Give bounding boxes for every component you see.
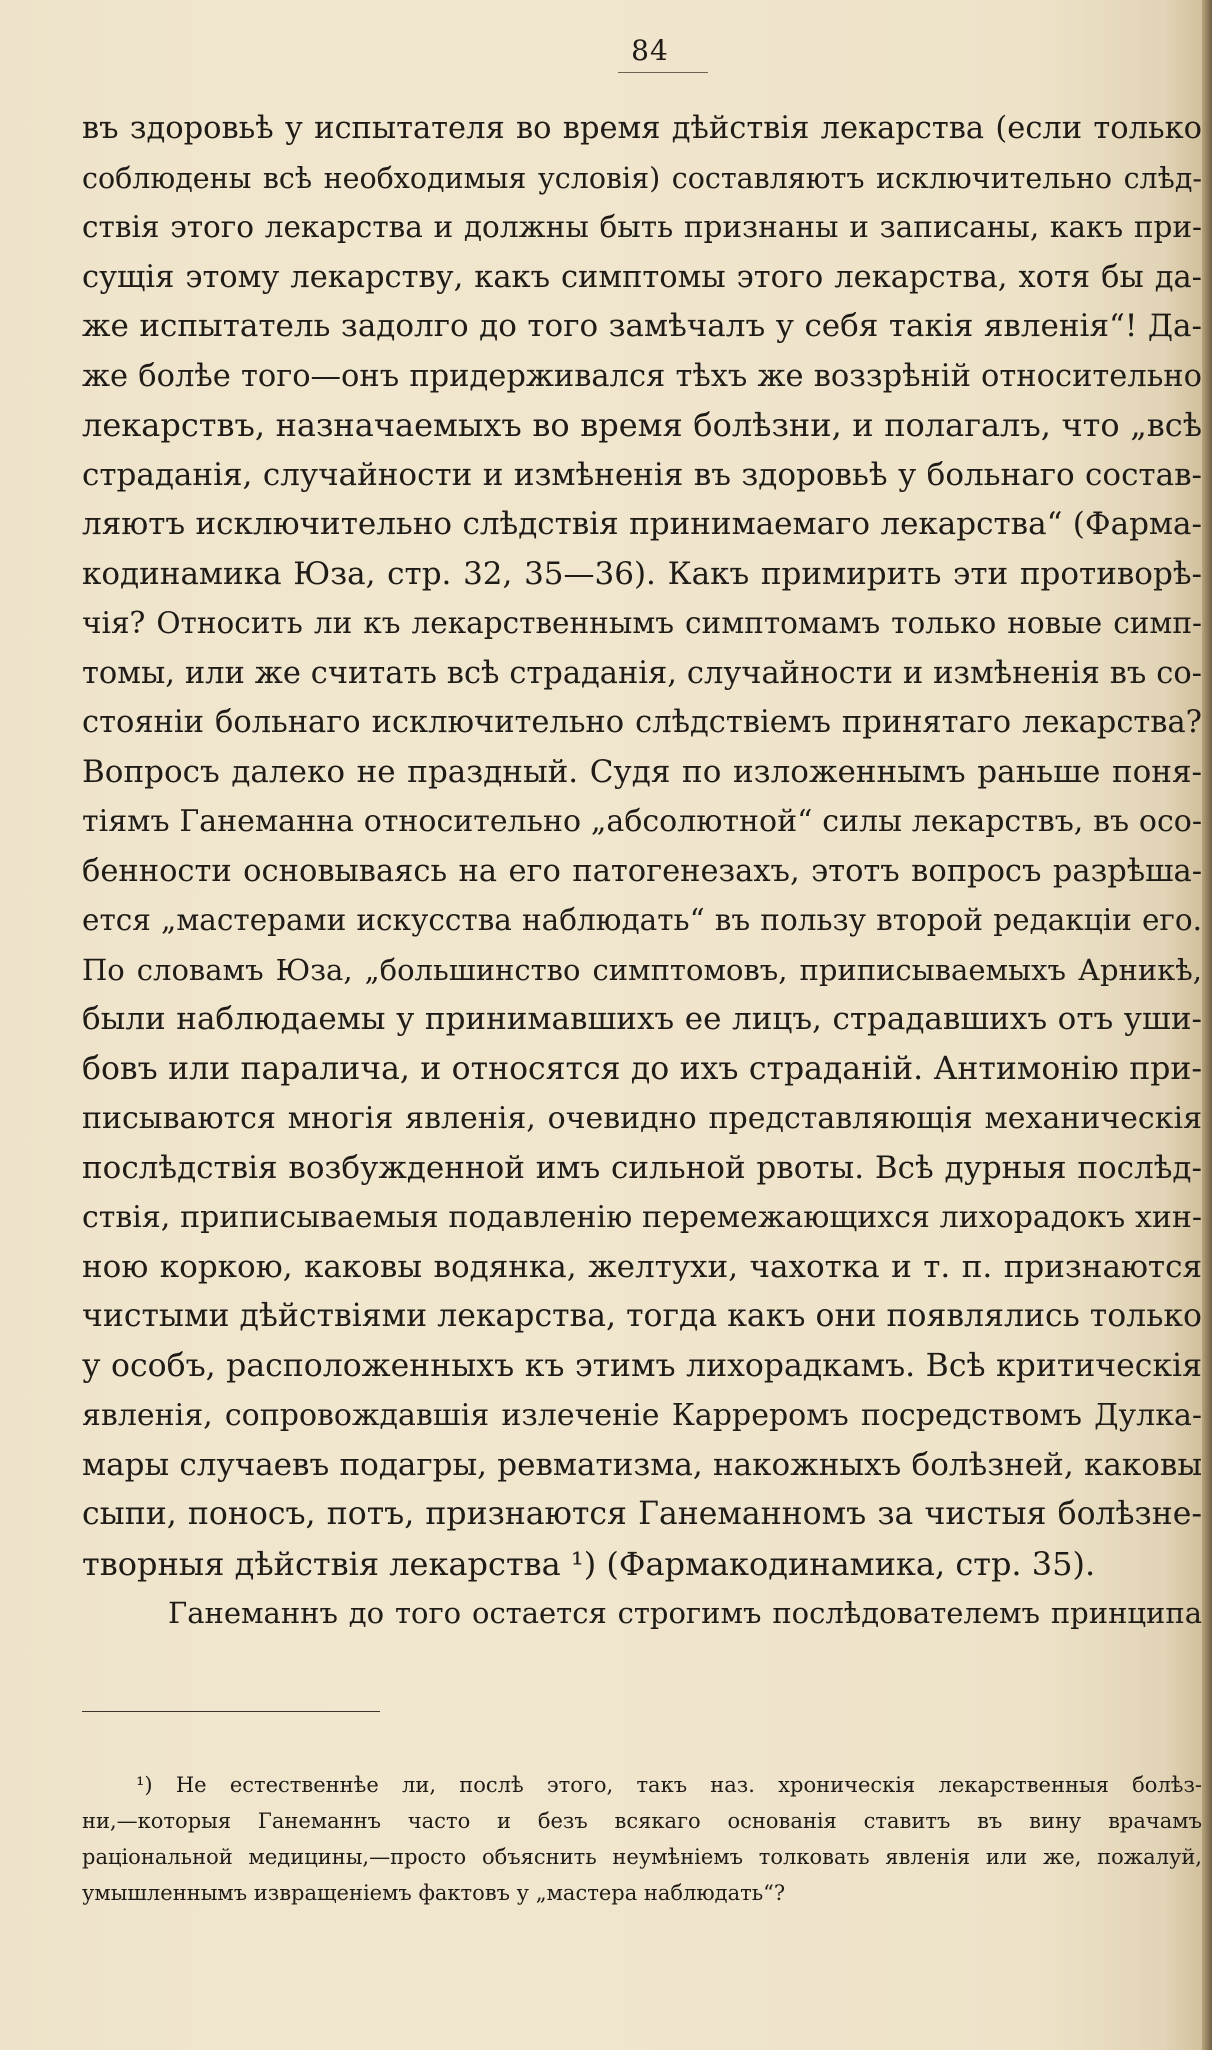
text-line: же испытатель задолго до того замѣчалъ у себя такія явленія“! Да- <box>82 308 1202 344</box>
footnote <box>82 1767 1202 1911</box>
text-line: ствія, приписываемыя подавленію перемежающихся лихорадокъ хин- <box>82 1200 1202 1235</box>
text-line: чистыми дѣйствіями лекарства, тогда какъ они появлялись только <box>82 1298 1202 1334</box>
text-line: лекарствъ, назначаемыхъ во время болѣзни, и полагалъ, что „всѣ <box>82 406 1202 444</box>
footnote-line: раціональной медицины,—просто объяснить неумѣніемъ толковать явленія или же, пожалуй, <box>82 1845 1202 1869</box>
text-line: писываются многія явленія, очевидно представляющія механическія <box>82 1101 1202 1136</box>
footnote-line: ни,—которыя Ганеманнъ часто и безъ всякаго основанія ставитъ въ вину врачамъ <box>82 1809 1202 1833</box>
page-number: 84 <box>631 34 669 67</box>
text-line: бенности основываясь на его патогенезахъ, этотъ вопросъ разрѣша- <box>82 853 1202 889</box>
text-line: страданія, случайности и измѣненія въ здоровьѣ у больнаго состав- <box>82 456 1202 493</box>
text-line: Вопросъ далеко не праздный. Судя по изложеннымъ раньше поня- <box>82 753 1202 790</box>
text-line: ствія этого лекарства и должны быть признаны и записаны, какъ при- <box>82 210 1202 244</box>
footnote-line: умышленнымъ извращеніемъ фактовъ у „мастера наблюдать“? <box>82 1881 786 1905</box>
text-line: соблюдены всѣ необходимыя условія) составляютъ исключительно слѣд- <box>82 161 1202 195</box>
text-line: кодинамика Юза, стр. 32, 35—36). Какъ примирить эти противорѣ- <box>82 555 1202 592</box>
text-line: ною коркою, каковы водянка, желтухи, чахотка и т. п. признаются <box>82 1248 1202 1285</box>
text-line: въ здоровьѣ у испытателя во время дѣйствія лекарства (если только <box>82 111 1202 146</box>
text-line: По словамъ Юза, „большинство симптомовъ, приписываемыхъ Арникѣ, <box>82 952 1202 987</box>
paragraph-last-line: творныя дѣйствія лекарства ¹) (Фармакодинамика, стр. 35). <box>82 1544 1096 1583</box>
text-line: чія? Относить ли къ лекарственнымъ симптомамъ только новые симп- <box>82 606 1202 640</box>
text-line: бовъ или паралича, и относятся до ихъ страданій. Антимонію при- <box>82 1050 1202 1087</box>
footnote-line: ¹) Не естественнѣе ли, послѣ этого, такъ наз. хроническія лекарственныя болѣз- <box>136 1773 1202 1797</box>
text-line: были наблюдаемы у принимавшихъ ее лицъ, страдавшихъ отъ уши- <box>82 1001 1202 1037</box>
text-line: ляютъ исключительно слѣдствія принимаемаго лекарства“ (Фарма- <box>82 506 1202 542</box>
text-line: томы, или же считать всѣ страданія, случайности и измѣненія въ со- <box>82 655 1202 691</box>
text-line: мары случаевъ подагры, ревматизма, накожныхъ болѣзней, каковы <box>82 1446 1202 1483</box>
text-line: сущія этому лекарству, какъ симптомы этого лекарства, хотя бы да- <box>82 259 1202 295</box>
text-line: стояніи больнаго исключительно слѣдствіемъ принятаго лекарства? <box>82 705 1202 740</box>
text-line: тіямъ Ганеманна относительно „абсолютной“ силы лекарствъ, въ осо- <box>82 804 1202 839</box>
text-line: послѣдствія возбужденной имъ сильной рвоты. Всѣ дурныя послѣд- <box>82 1149 1202 1186</box>
text-line: явленія, сопровождавшія излеченіе Карреромъ посредствомъ Дулка- <box>82 1398 1202 1433</box>
text-line: же болѣе того—онъ придерживался тѣхъ же воззрѣній относительно <box>82 358 1202 394</box>
footnote-separator <box>82 1711 380 1712</box>
text-line: ется „мастерами искусства наблюдать“ въ пользу второй редакціи его. <box>82 903 1202 937</box>
paragraph-first-line: Ганеманнъ до того остается строгимъ послѣдователемъ принципа <box>168 1596 1202 1630</box>
page-number-rule <box>618 72 708 73</box>
body-text <box>82 104 1202 1639</box>
page-edge <box>1202 0 1212 2050</box>
text-line: сыпи, поносъ, потъ, признаются Ганеманномъ за чистыя болѣзне- <box>82 1496 1202 1532</box>
text-line: у особъ, расположенныхъ къ этимъ лихорадкамъ. Всѣ критическія <box>82 1347 1202 1384</box>
